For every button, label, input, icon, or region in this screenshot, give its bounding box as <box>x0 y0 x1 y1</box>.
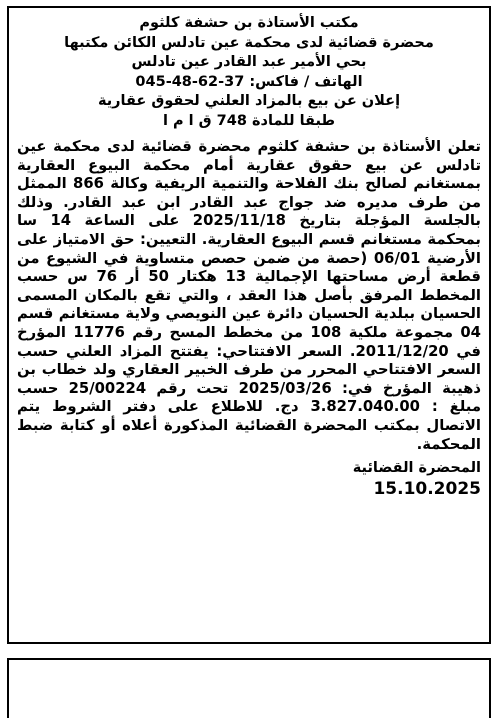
office-name: مكتب الأستاذة بن حشفة كلثوم <box>139 15 359 31</box>
notice-title: إعلان عن بيع بالمزاد العلني لحقوق عقارية <box>97 93 401 109</box>
office-address: بحي الأمير عبد القادر عين تادلس <box>131 54 367 70</box>
phone-number: 045-48-62-37 <box>135 73 245 90</box>
signature: المحضرة القضائية <box>352 460 481 477</box>
next-notice-frame <box>7 658 491 718</box>
phone-label: الهاتف / فاكس: <box>249 73 363 90</box>
notice-header <box>17 14 481 131</box>
phone-line <box>17 73 481 93</box>
office-role: محضرة قضائية لدى محكمة عين تادلس الكائن مكتبها <box>64 34 434 51</box>
auction-notice <box>7 6 491 644</box>
notice-date: 15.10.2025 <box>373 479 481 500</box>
notice-body: تعلن الأستاذة بن حشفة كلثوم محضرة قضائية لدى محكمة عين تادلس عن بيع حقوق عقارية أمام محكمة البيوع العقارية بمستغانم لصالح بنك الفلاحة والتنمية الريفية وكالة 866 الممثل من طرف مديره ضد جواج عبد القادر ابن عبد القادر. وذلك بالجلسة المؤجلة بتاريخ 2025/11/18 على الساعة 14 سا بمحكمة مستغانم قسم البيوع العقارية. التعيين: حق الامتياز على الأرضية 06/01 (حصة من ضمن حصص متساوية في الشيوع من قطعة أرض مساحتها الإجمالية 13 هكتار 50 أر 76 س حسب المخطط المرفق بأصل هذا العقد ، والتي تقع بالمكان المسمى الحسيان ببلدية الحسيان دائرة عين النويصي ولاية مستغانم قسم 04 مجموعة ملكية 108 من مخطط المسح رقم 11776 المؤرخ في 2011/12/20. السعر الافتتاحي: يفتتح المزاد العلني حسب السعر الافتتاحي المحرر من طرف الخبير العقاري ولد خطاب بن ذهيبة المؤرخ في: 2025/03/26 تحت رقم 25/00224 حسب مبلغ : 3.827.040.00 دج. للاطلاع على دفتر الشروط يتم الاتصال بمكتب المحضرة القضائية المذكورة أعلاه أو كتابة ضبط المحكمة. <box>17 138 481 453</box>
legal-basis: طبقا للمادة 748 ق ا م ا <box>162 112 336 129</box>
